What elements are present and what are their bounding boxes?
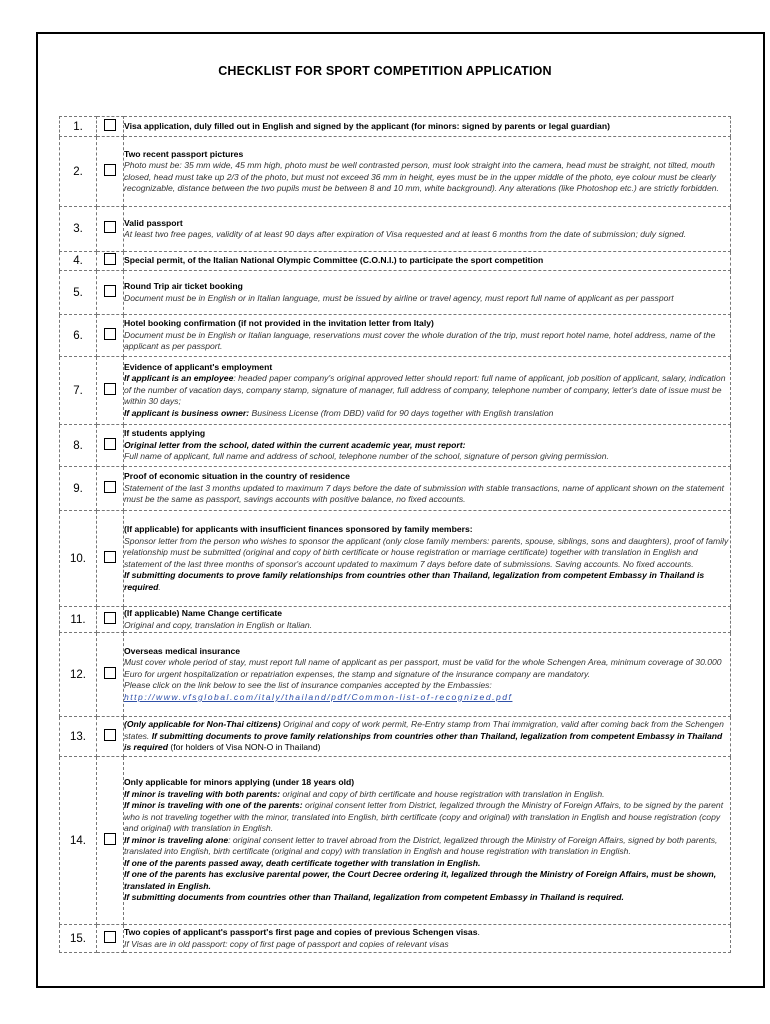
item-body: Statement of the last 3 months updated to maximum 7 days before the date of submission with stable transactions, name of applicant shown on the statement must be the same as passport, savings accounts with positive balance, no fixed accounts. [124, 482, 724, 505]
table-row [60, 207, 731, 252]
checkbox[interactable] [97, 315, 124, 357]
checkbox[interactable] [97, 633, 124, 717]
item-body: Document must be in English or Italian language, reservations must cover the whole duration of the trip, must report hotel name, hotel address, name of the applicant as per passport. [124, 329, 716, 352]
item-number: 3. [60, 207, 97, 252]
item-body: Document must be in English or in Italian language, must be issued by airline or travel agency, must report full name of applicant as per passport [124, 292, 674, 303]
one-parent-text: original consent letter from District, legalized through the Ministry of Foreign Affairs, to be signed by the parent who is not traveling together with the minor, translated into English, birth certificate (copy and original) with translation in English and house registration (copy and original) with translation in English. [124, 800, 724, 834]
item-note: If submitting documents to prove family relationships from countries other than Thailand, legalization from competent Embassy in Thailand is required [124, 570, 705, 592]
item-number: 4. [60, 252, 97, 271]
table-row [60, 357, 731, 425]
table-row [60, 633, 731, 717]
item-heading: Evidence of applicant's employment [124, 361, 273, 372]
checkbox-square-icon [104, 438, 116, 450]
checkbox[interactable] [97, 757, 124, 925]
checkbox[interactable] [97, 207, 124, 252]
business-owner-label: If applicant is business owner: [124, 407, 250, 418]
checkbox-square-icon [104, 164, 116, 176]
item-number: 13. [60, 717, 97, 757]
item-number: 10. [60, 511, 97, 607]
both-parents-text: original and copy of birth certificate and house registration with translation in English. [280, 788, 605, 799]
checkbox-square-icon [104, 221, 116, 233]
alone-label: If minor is traveling alone [124, 834, 229, 845]
item-number: 5. [60, 271, 97, 315]
item-number: 1. [60, 117, 97, 137]
insurance-link-intro: Please click on the link below to see the list of insurance companies accepted by the Embassies: [124, 680, 492, 691]
item-heading: Two copies of applicant's passport's first page and copies of previous Schengen visas [124, 927, 478, 937]
item-heading: Valid passport [124, 217, 183, 228]
item-number: 2. [60, 137, 97, 207]
checkbox-square-icon [104, 328, 116, 340]
one-parent-label: If minor is traveling with one of the parents: [124, 800, 303, 811]
item-note: If submitting documents to prove family relationships from countries other than Thailand, legalization from competent Embassy in Thailand is required [124, 730, 723, 753]
employee-text: : headed paper company's original approved letter should report: full name of applicant, job position of applicant, salary, indication of the number of vacation days, company stamp, signature of manager, full address of company, telephone number of company, letter's date of issue must be within 30 days; [124, 373, 726, 407]
parental-power-note: If one of the parents has exclusive parental power, the Court Decree ordering it, legalized through the Ministry of Foreign Affairs, must be shown, translated in English. [124, 869, 717, 891]
checkbox[interactable] [97, 271, 124, 315]
item-number: 11. [60, 607, 97, 633]
item-body: Photo must be: 35 mm wide, 45 mm high, photo must be well contrasted person, must look straight into the camera, head must be straight, not tilted, mouth closed, head must take up 2/3 of the photo, but must not exceed 36 mm in height, eyes must be in the upper middle of the photo, eye colour must be clearly recognizable, distance between the two pupils must be between 8 and 10 mm, white background). Any alterations (like Photoshop etc.) are strictly forbidden. [124, 160, 719, 193]
table-row [60, 925, 731, 953]
checkbox[interactable] [97, 925, 124, 953]
checkbox[interactable] [97, 607, 124, 633]
checkbox[interactable] [97, 511, 124, 607]
parent-deceased-note: If one of the parents passed away, death certificate together with translation in English. [124, 857, 481, 868]
item-number: 9. [60, 467, 97, 511]
item-heading: (If applicable) for applicants with insufficient finances sponsored by family members: [124, 524, 473, 534]
table-row [60, 717, 731, 757]
item-heading: Two recent passport pictures [124, 148, 244, 159]
both-parents-label: If minor is traveling with both parents: [124, 788, 281, 799]
checkbox-square-icon [104, 383, 116, 395]
table-row [60, 315, 731, 357]
item-body: Original and copy, translation in English or Italian. [124, 619, 313, 630]
item-body: Original and copy of work permit, Re-Entry stamp from Thai immigration, valid after coming back from the Schengen states. [124, 719, 724, 741]
item-heading: Only applicable for minors applying (under 18 years old) [124, 777, 355, 788]
table-row: 10. (If applicable) for applicants with insufficient finances sponsored by family members: Sponsor letter from the person who wishes to sponsor the applicant (only close family members: parents, spouse, siblings, sons and daughters), proof of family relationship must be submitted (original and copy of birth certificate or house registration or marriage certificate) together with translation in English and statement of the last three months of sponsor's account updated to maximum 7 days before date of submissions. Saving accounts. No fixed accounts. If submitting documents to prove family relationships from countries other than Thailand, legalization from competent Embassy in Thailand is required. [60, 511, 731, 607]
checkbox-square-icon [104, 551, 116, 563]
page-title: CHECKLIST FOR SPORT COMPETITION APPLICATION [218, 64, 552, 78]
employee-label: If applicant is an employee [124, 373, 234, 384]
item-heading-tail: . [477, 927, 480, 937]
checkbox-square-icon [104, 931, 116, 943]
checkbox[interactable] [97, 137, 124, 207]
item-number: 14. [60, 757, 97, 925]
item-body: At least two free pages, validity of at least 90 days after expiration of Visa requested and at least 6 months from the date of submission; duly signed. [124, 229, 687, 239]
item-heading: Overseas medical insurance [124, 645, 241, 656]
item-heading: Visa application, duly filled out in English and signed by the applicant (for minors: signed by parents or legal guardian) [124, 120, 610, 131]
checkbox[interactable] [97, 357, 124, 425]
checkbox-square-icon [104, 612, 116, 624]
item-number: 7. [60, 357, 97, 425]
checklist-table [59, 116, 731, 953]
item-heading: Proof of economic situation in the country of residence [124, 471, 350, 482]
item-note-tail: (for holders of Visa NON-O in Thailand) [167, 742, 321, 753]
checkbox-square-icon [104, 285, 116, 297]
item-number: 15. [60, 925, 97, 953]
table-row [60, 757, 731, 925]
item-heading: (If applicable) Name Change certificate [124, 608, 283, 618]
item-number: 12. [60, 633, 97, 717]
item-heading: If students applying [124, 428, 206, 439]
item-number: 8. [60, 425, 97, 467]
table-row [60, 117, 731, 137]
item-body: If Visas are in old passport: copy of first page of passport and copies of relevant visas [124, 938, 449, 949]
table-row [60, 137, 731, 207]
checkbox-square-icon [104, 253, 116, 265]
item-body: Must cover whole period of stay, must report full name of applicant as per passport, must be valid for the whole Schengen Area, minimum coverage of 30.000 Euro for urgent hospitalization or repatriation expenses, the stamp and signature of the insurance company are mandatory. [124, 657, 722, 679]
alone-text: : original consent letter to travel abroad from the District, legalized through the Ministry of Foreign Affairs, signed by both parents, translated into English, birth certificate (original and copy) with translation in English and house registration with translation in English. [124, 834, 718, 857]
business-owner-text: Business License (from DBD) valid for 90 days together with English translation [249, 407, 554, 418]
table-row [60, 607, 731, 633]
checkbox-square-icon [104, 481, 116, 493]
table-row [60, 467, 731, 511]
checkbox-square-icon [104, 833, 116, 845]
item-heading: (Only applicable for Non-Thai citizens) [124, 719, 281, 730]
item-number: 6. [60, 315, 97, 357]
checkbox-square-icon [104, 729, 116, 741]
checkbox[interactable] [97, 717, 124, 757]
checkbox-square-icon [104, 667, 116, 679]
item-heading: Hotel booking confirmation (if not provided in the invitation letter from Italy) [124, 318, 434, 329]
item-subheading: Original letter from the school, dated within the current academic year, must report: [124, 439, 466, 450]
item-body: Full name of applicant, full name and address of school, telephone number of the school, signature of person giving permission. [124, 451, 609, 462]
table-row [60, 425, 731, 467]
table-row [60, 252, 731, 271]
item-heading: Round Trip air ticket booking [124, 281, 243, 291]
legalization-note: If submitting documents from countries other than Thailand, legalization from competent Embassy in Thailand is required. [124, 892, 624, 903]
checkbox[interactable] [97, 425, 124, 467]
insurance-list-link[interactable]: http://www.vfsglobal.com/italy/thailand/pdf/Common-list-of-recognized.pdf [124, 691, 513, 702]
checkbox-square-icon [104, 119, 116, 131]
table-row [60, 271, 731, 315]
item-body: Sponsor letter from the person who wishes to sponsor the applicant (only close family members: parents, spouse, siblings, sons and daughters), proof of family relationship must be submitted (original and copy of birth certificate or house registration or marriage certificate) together with translation in English and statement of the last three months of sponsor's account updated to maximum 7 days before date of submissions. Saving accounts. No fixed accounts. [124, 535, 729, 569]
checkbox[interactable] [97, 252, 124, 271]
checkbox[interactable] [97, 117, 124, 137]
item-heading: Special permit, of the Italian National Olympic Committee (C.O.N.I.) to participate the sport competition [124, 255, 544, 266]
checkbox[interactable] [97, 467, 124, 511]
